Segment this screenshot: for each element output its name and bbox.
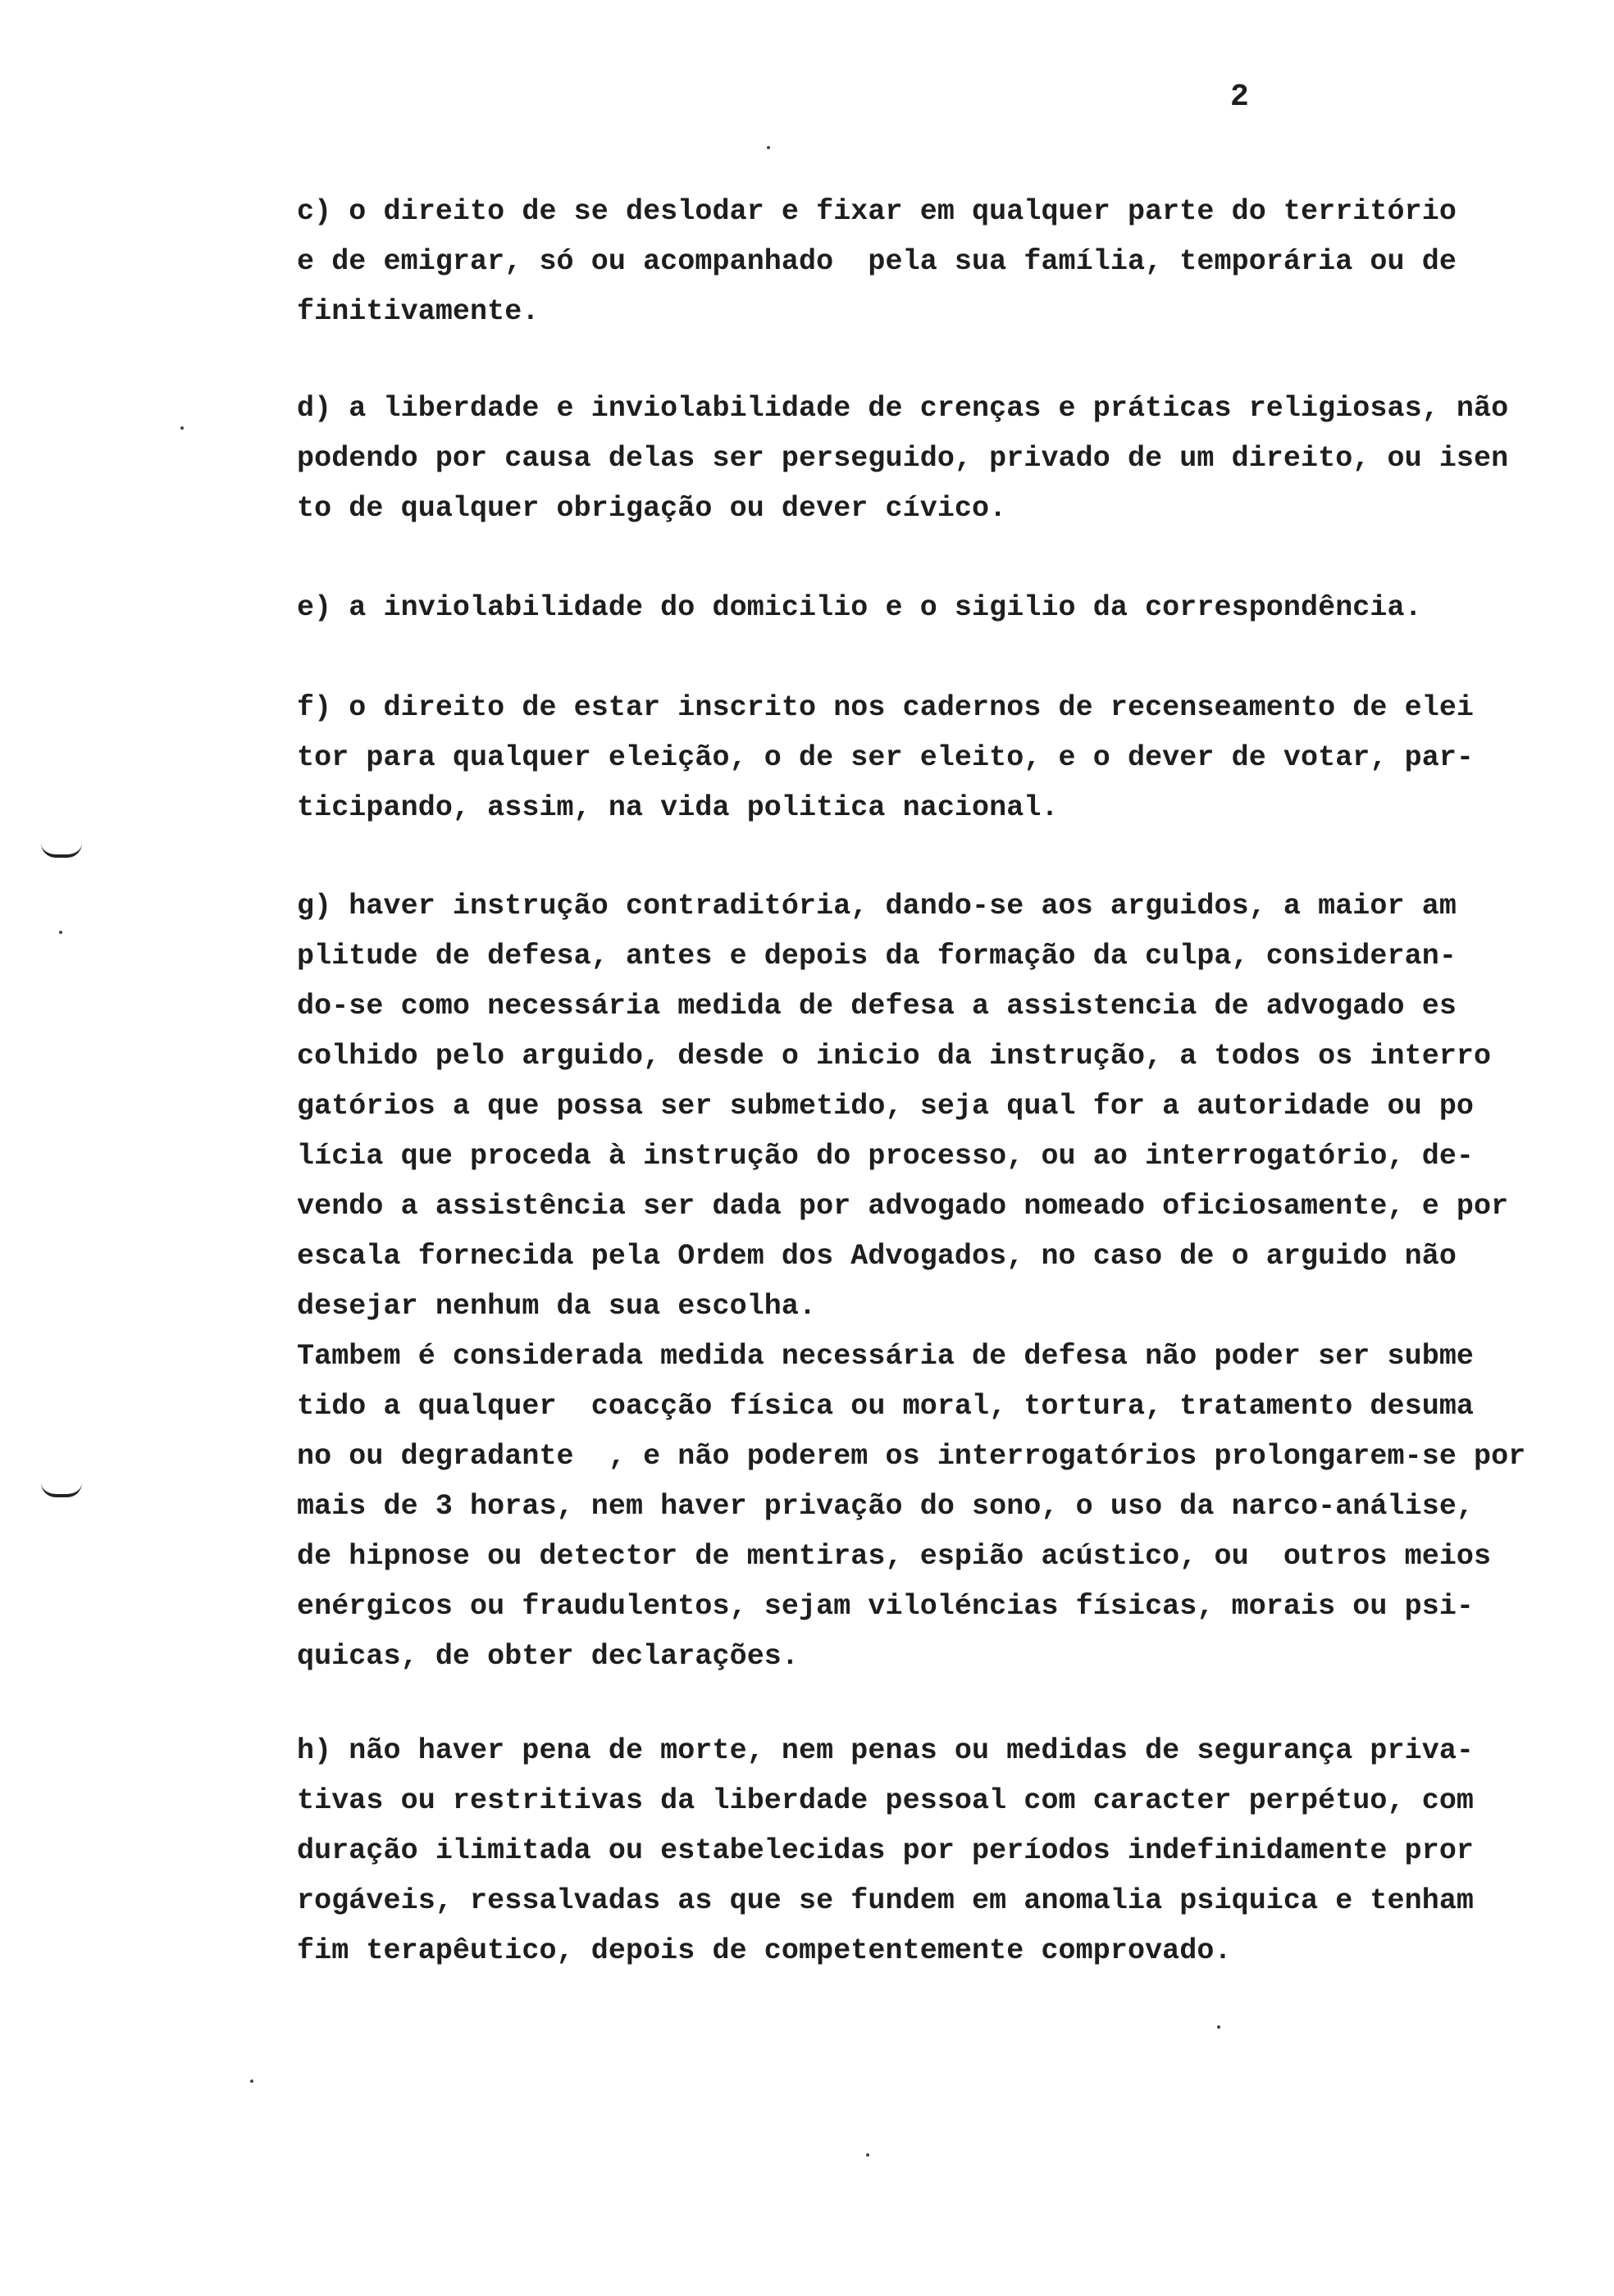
text-line: lícia que proceda à instrução do processo, ou ao interrogatório, de- [297, 1140, 1475, 1173]
text-line: f) o direito de estar inscrito nos cadernos de recenseamento de elei [297, 691, 1475, 724]
paragraph-e [297, 583, 1576, 633]
text-line: de hipnose ou detector de mentiras, espião acústico, ou outros meios [297, 1540, 1492, 1573]
text-line: finitivamente. [297, 295, 540, 328]
text-line: desejar nenhum da sua escolha. [297, 1290, 817, 1323]
text-line: d) a liberdade e inviolabilidade de crenças e práticas religiosas, não [297, 392, 1509, 425]
text-line: do-se como necessária medida de defesa a assistencia de advogado es [297, 990, 1457, 1023]
text-line: mais de 3 horas, nem haver privação do sono, o uso da narco-análise, [297, 1490, 1475, 1523]
text-line: e) a inviolabilidade do domicilio e o sigilio da correspondência. [297, 591, 1422, 624]
text-line: tido a qualquer coacção física ou moral, tortura, tratamento desuma [297, 1390, 1475, 1423]
text-line: quicas, de obter declarações. [297, 1640, 799, 1673]
text-line: e de emigrar, só ou acompanhado pela sua família, temporária ou de [297, 245, 1457, 278]
text-line: gatórios a que possa ser submetido, seja qual for a autoridade ou po [297, 1090, 1475, 1123]
scan-speck [767, 146, 770, 149]
punch-mark [41, 843, 82, 858]
text-line: duração ilimitada ou estabelecidas por períodos indefinidamente pror [297, 1834, 1475, 1867]
scan-speck [866, 2153, 869, 2157]
scan-speck [250, 2080, 253, 2083]
text-line: colhido pelo arguido, desde o inicio da instrução, a todos os interro [297, 1040, 1492, 1073]
paragraph-f [297, 683, 1576, 833]
paragraph-c [297, 187, 1576, 337]
scan-speck [59, 931, 62, 934]
text-line: to de qualquer obrigação ou dever cívico. [297, 492, 1007, 525]
text-line: rogáveis, ressalvadas as que se fundem em anomalia psiquica e tenham [297, 1884, 1475, 1917]
text-line: no ou degradante , e não poderem os interrogatórios prolongarem-se por [297, 1440, 1526, 1473]
text-line: enérgicos ou fraudulentos, sejam viloléncias físicas, morais ou psi- [297, 1590, 1475, 1623]
scan-speck [180, 426, 184, 430]
text-line: g) haver instrução contraditória, dando-se aos arguidos, a maior am [297, 890, 1457, 922]
text-line: fim terapêutico, depois de competentemente comprovado. [297, 1934, 1232, 1967]
scan-speck [1217, 2025, 1220, 2029]
text-line: tor para qualquer eleição, o de ser eleito, e o dever de votar, par- [297, 741, 1475, 774]
text-line: plitude de defesa, antes e depois da formação da culpa, consideran- [297, 940, 1457, 973]
text-line: c) o direito de se deslodar e fixar em qualquer parte do território [297, 195, 1457, 228]
paragraph-h [297, 1726, 1576, 1976]
text-line: tivas ou restritivas da liberdade pessoal com caracter perpétuo, com [297, 1784, 1475, 1817]
paragraph-d [297, 384, 1576, 534]
paragraph-g [297, 882, 1576, 1682]
text-line: ticipando, assim, na vida politica nacional. [297, 791, 1059, 824]
text-line: vendo a assistência ser dada por advogado nomeado oficiosamente, e por [297, 1190, 1509, 1223]
punch-mark [41, 1483, 82, 1497]
text-line: podendo por causa delas ser perseguido, privado de um direito, ou isen [297, 442, 1509, 475]
text-line: h) não haver pena de morte, nem penas ou medidas de segurança priva- [297, 1734, 1475, 1767]
text-line: Tambem é considerada medida necessária de defesa não poder ser subme [297, 1340, 1475, 1373]
page-number: 2 [1230, 80, 1249, 115]
text-line: escala fornecida pela Ordem dos Advogados, no caso de o arguido não [297, 1240, 1457, 1273]
